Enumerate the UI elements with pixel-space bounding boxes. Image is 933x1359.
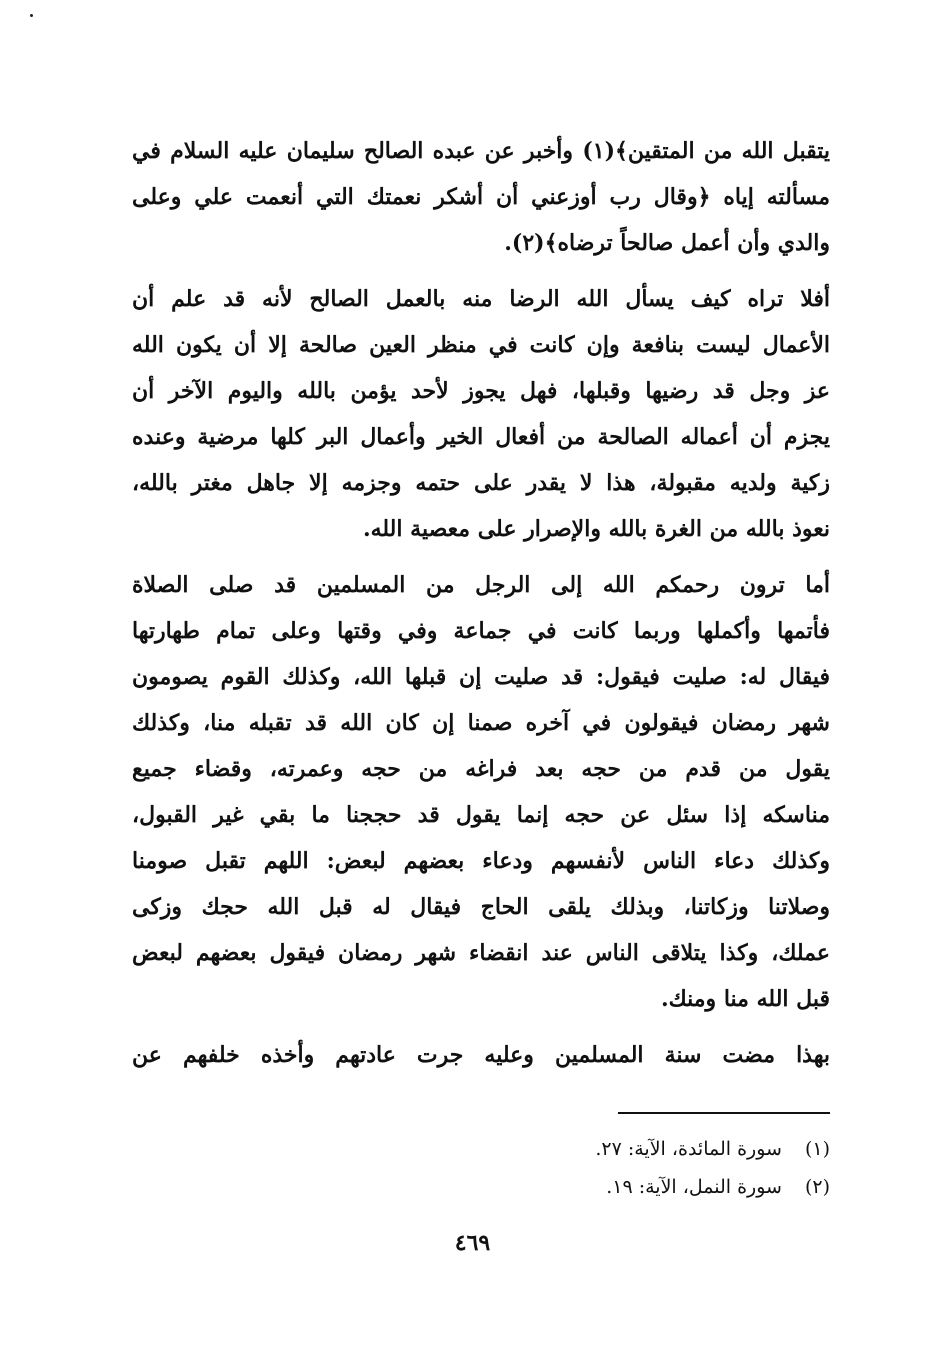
paragraph-4 xyxy=(132,1032,830,1078)
text-line: يقول من قدم من حجه بعد فراغه من حجه وعمرته، وقضاء جميع xyxy=(132,756,830,782)
footnote-2 xyxy=(330,1168,830,1206)
paragraph-1 xyxy=(132,128,830,266)
footnote-text: سورة النمل، الآية: ١٩. xyxy=(606,1176,782,1198)
text-line: عز وجل قد رضيها وقبلها، فهل يجوز لأحد يؤمن بالله واليوم الآخر أن xyxy=(132,378,830,404)
paragraph-2 xyxy=(132,276,830,552)
footnote-text: سورة المائدة، الآية: ٢٧. xyxy=(595,1138,782,1160)
text-line: والدي وأن أعمل صالحاً ترضاه﴾(٢). xyxy=(504,230,830,256)
footnote-1 xyxy=(330,1130,830,1168)
footnotes xyxy=(330,1130,830,1206)
footnote-separator xyxy=(618,1112,830,1114)
footnote-number: (٢) xyxy=(804,1176,830,1198)
text-line: أفلا تراه كيف يسأل الله الرضا منه بالعمل الصالح لأنه قد علم أن xyxy=(132,286,830,312)
footnote-number: (١) xyxy=(804,1138,830,1160)
text-line: وكذلك دعاء الناس لأنفسهم ودعاء بعضهم لبعض: اللهم تقبل صومنا xyxy=(132,848,830,874)
text-line: زكية ولديه مقبولة، هذا لا يقدر على حتمه وجزمه إلا جاهل مغتر بالله، xyxy=(132,470,830,496)
text-line: فأتمها وأكملها وربما كانت في جماعة وفي وقتها وعلى تمام طهارتها xyxy=(132,618,830,644)
text-line: نعوذ بالله من الغرة بالله والإصرار على معصية الله. xyxy=(362,516,830,542)
paragraph-3 xyxy=(132,562,830,1022)
text-line: شهر رمضان فيقولون في آخره صمنا إن كان الله قد تقبله منا، وكذلك xyxy=(132,710,830,736)
text-line: أما ترون رحمكم الله إلى الرجل من المسلمين قد صلى الصلاة xyxy=(132,572,830,598)
text-line: يتقبل الله من المتقين﴾(١) وأخبر عن عبده الصالح سليمان عليه السلام في xyxy=(132,138,830,164)
text-line: يجزم أن أعماله الصالحة من أفعال الخير وأعمال البر كلها مرضية وعنده xyxy=(132,424,830,450)
text-line: فيقال له: صليت فيقول: قد صليت إن قبلها الله، وكذلك القوم يصومون xyxy=(132,664,830,690)
text-line: مسألته إياه ﴿وقال رب أوزعني أن أشكر نعمتك التي أنعمت علي وعلى xyxy=(132,184,830,210)
main-text xyxy=(132,128,830,1088)
text-line: عملك، وكذا يتلاقى الناس عند انقضاء شهر رمضان فيقول بعضهم لبعض xyxy=(132,940,830,966)
text-line: قبل الله منا ومنك. xyxy=(660,986,830,1012)
text-line: الأعمال ليست بنافعة وإن كانت في منظر العين صالحة إلا أن يكون الله xyxy=(132,332,830,358)
page-number: ٤٦٩ xyxy=(454,1230,491,1256)
scan-speck xyxy=(30,14,33,17)
text-line: وصلاتنا وزكاتنا، وبذلك يلقى الحاج فيقال له قبل الله حجك وزكى xyxy=(132,894,830,920)
text-line: بهذا مضت سنة المسلمين وعليه جرت عادتهم وأخذه خلفهم عن xyxy=(132,1042,830,1068)
text-line: مناسكه إذا سئل عن حجه إنما يقول قد حججنا ما بقي غير القبول، xyxy=(132,802,830,828)
